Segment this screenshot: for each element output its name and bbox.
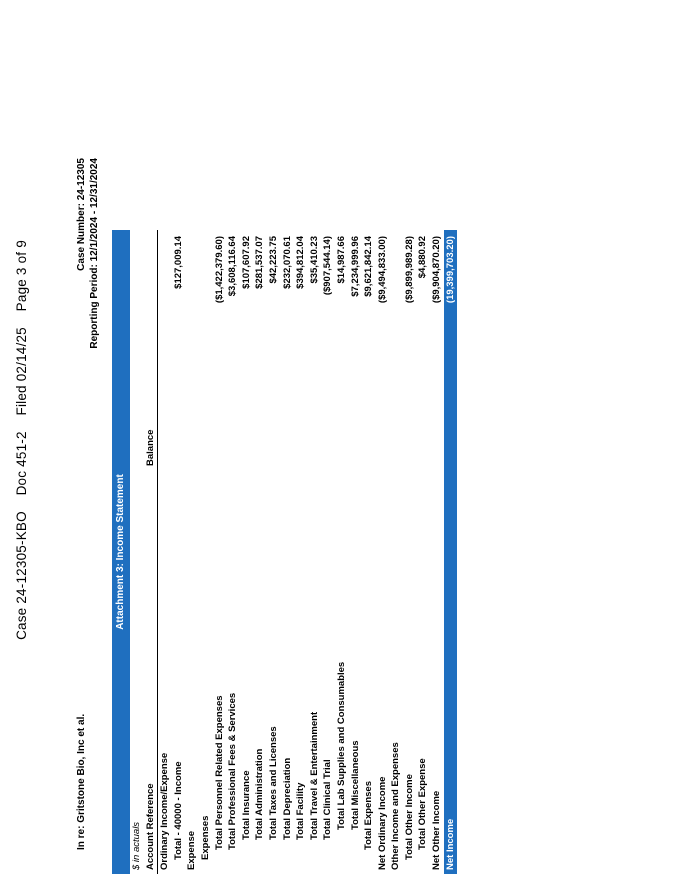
account-column-header: Account Reference — [144, 783, 156, 870]
row-label: Total - 40000 - Income — [172, 761, 184, 860]
row-label: Expenses — [199, 815, 211, 860]
row-label: Total Facility — [295, 782, 307, 840]
table-row — [185, 230, 199, 874]
column-header-row — [144, 230, 159, 874]
row-value: $107,607.92 — [240, 236, 252, 289]
row-value: $14,987.66 — [335, 236, 347, 284]
table-row — [308, 230, 322, 874]
row-label: Other Income and Expenses — [390, 742, 402, 870]
debtor-name: In re: Gritstone Bio, Inc et al. — [76, 713, 87, 850]
table-row — [172, 230, 186, 874]
table-row — [294, 230, 308, 874]
table-row — [376, 230, 390, 874]
row-label: Total Taxes and Licenses — [267, 726, 279, 840]
row-value: ($9,904,870.20) — [431, 236, 443, 304]
table-row — [199, 230, 213, 874]
table-row — [335, 230, 349, 874]
row-value: $9,621,842.14 — [363, 236, 375, 297]
reporting-period: Reporting Period: 12/1/2024 - 12/31/2024 — [88, 158, 100, 349]
table-row — [389, 230, 403, 874]
table-row — [253, 230, 267, 874]
row-value: ($907,544.14) — [322, 236, 334, 296]
row-value: $281,537.07 — [254, 236, 266, 289]
row-value: $7,234,999.96 — [349, 236, 361, 297]
row-label: Ordinary Income/Expense — [159, 752, 171, 870]
row-value: $3,608,116.64 — [227, 236, 239, 297]
row-value: $35,410.23 — [308, 236, 320, 284]
net-income-value: (19,399,703.20) — [444, 236, 456, 304]
row-label: Net Ordinary Income — [376, 776, 388, 870]
row-label: Total Other Expense — [417, 758, 429, 850]
units-label: $ in actuals — [131, 821, 142, 870]
row-value: ($9,494,833.00) — [376, 236, 388, 304]
row-label: Total Expenses — [363, 781, 375, 850]
row-label: Total Professional Fees & Services — [227, 692, 239, 850]
table-row — [267, 230, 281, 874]
row-label: Total Lab Supplies and Consumables — [335, 661, 347, 830]
row-label: Net Other Income — [431, 790, 443, 870]
row-label: Total Depreciation — [281, 757, 293, 840]
table-row — [403, 230, 417, 874]
row-label: Total Insurance — [240, 770, 252, 840]
row-value: $394,812.04 — [295, 236, 307, 289]
table-row — [281, 230, 295, 874]
table-row — [362, 230, 376, 874]
table-row — [226, 230, 240, 874]
table-row — [158, 230, 172, 874]
table-row — [213, 230, 227, 874]
row-label: Total Personnel Related Expenses — [213, 695, 225, 850]
case-info — [76, 158, 101, 349]
row-value: $42,223.75 — [267, 236, 279, 284]
units-note — [130, 230, 144, 874]
table-row — [240, 230, 254, 874]
table-row — [321, 230, 335, 874]
net-income-label: Net Income — [444, 818, 456, 870]
net-income-row — [444, 230, 458, 874]
row-label: Total Clinical Trial — [322, 759, 334, 840]
balance-column-header: Balance — [144, 429, 156, 466]
income-statement — [112, 230, 457, 874]
court-filing-header: Case 24-12305-KBO Doc 451-2 Filed 02/14/25 Page 3 of 9 — [14, 240, 29, 640]
case-number: Case Number: 24-12305 — [76, 158, 87, 271]
table-row — [416, 230, 430, 874]
table-row — [349, 230, 363, 874]
table-row — [430, 230, 444, 874]
row-value: ($9,899,989.28) — [403, 236, 415, 304]
row-value: ($1,422,379.60) — [213, 236, 225, 304]
row-label: Expense — [186, 830, 198, 870]
row-label: Total Administration — [254, 748, 266, 840]
row-label: Total Other Income — [403, 774, 415, 860]
row-label: Total Miscellaneous — [349, 740, 361, 830]
row-value: $127,009.14 — [172, 236, 184, 289]
statement-title: Attachment 3: Income Statement — [112, 230, 130, 874]
row-label: Total Travel & Entertainment — [308, 711, 320, 840]
row-value: $232,070.61 — [281, 236, 293, 289]
row-value: $4,880.92 — [417, 236, 429, 279]
